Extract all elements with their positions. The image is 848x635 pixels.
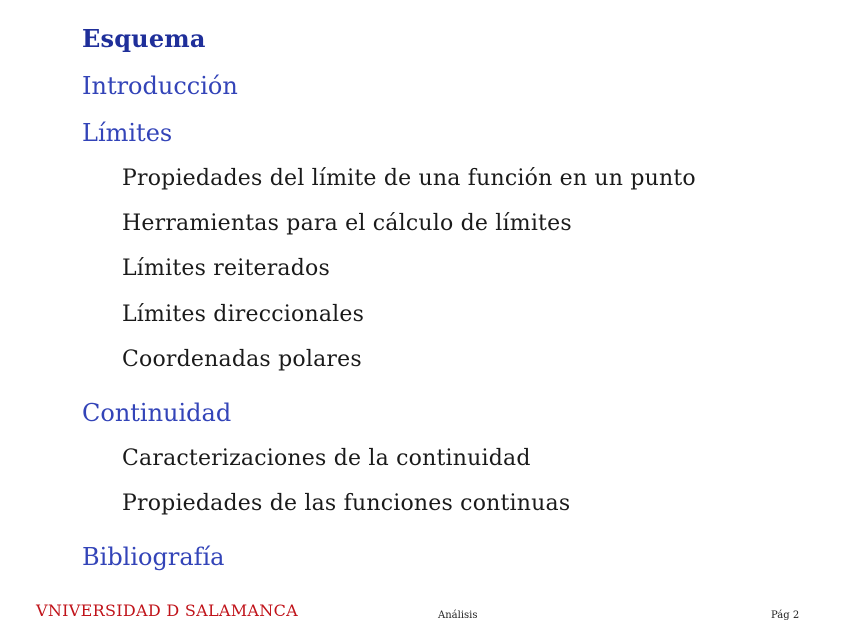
outline-section-continuidad[interactable]: Continuidad (82, 399, 232, 427)
outline-section-introduccion[interactable]: Introducción (82, 72, 238, 100)
outline-subsection-coordenadas-polares[interactable]: Coordenadas polares (122, 347, 362, 372)
outline-subsection-herramientas[interactable]: Herramientas para el cálculo de límites (122, 211, 572, 236)
page-number: Pág 2 (771, 610, 800, 621)
outline-subsection-propiedades-limite[interactable]: Propiedades del límite de una función en un punto (122, 166, 696, 191)
outline-subsection-propiedades-continuas[interactable]: Propiedades de las funciones continuas (122, 491, 571, 516)
outline-subsection-caracterizaciones[interactable]: Caracterizaciones de la continuidad (122, 446, 531, 471)
outline-subsection-limites-reiterados[interactable]: Límites reiterados (122, 256, 330, 281)
outline-section-limites[interactable]: Límites (82, 119, 173, 147)
outline-section-bibliografia[interactable]: Bibliografía (82, 543, 225, 571)
outline-subsection-limites-direccionales[interactable]: Límites direccionales (122, 302, 365, 327)
footer-subject: Análisis (438, 610, 478, 621)
university-logo: VNIVERSIDAD D SALAMANCA (36, 601, 298, 620)
slide-title: Esquema (82, 24, 206, 53)
